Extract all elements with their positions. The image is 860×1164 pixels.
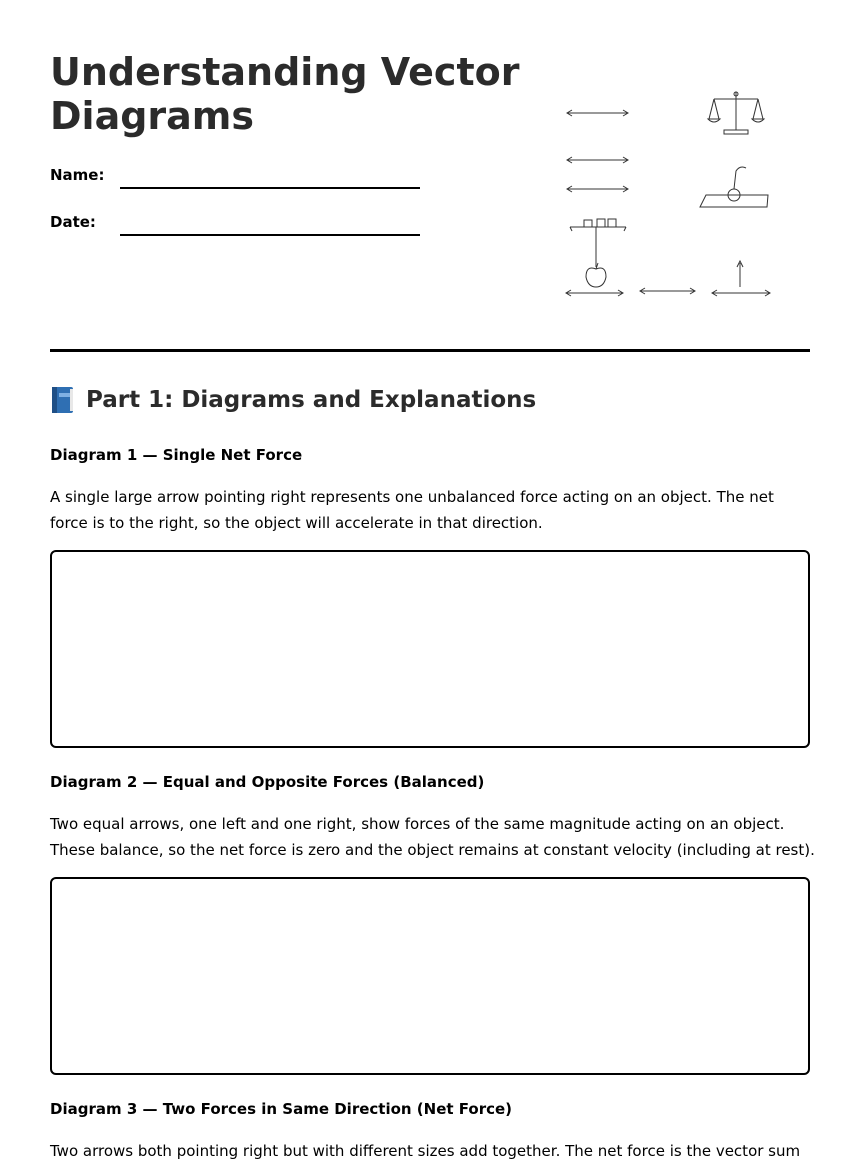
diagram-2-box[interactable] [50,877,810,1075]
double-arrow-icon [567,110,628,116]
double-arrow-icon [567,186,628,192]
diagram-3-heading: Diagram 3 — Two Forces in Same Direction (Net Force) [50,1100,513,1118]
date-field[interactable] [120,234,420,236]
hanging-apple-icon [566,219,626,296]
up-arrow-icon [712,261,770,296]
diagram-3-text: Two arrows both pointing right but with different sizes add together. The net force is the vector sum [50,1142,801,1160]
double-arrow-icon [640,288,695,294]
part1-heading [50,385,536,415]
header-divider [50,349,810,352]
diagram-1-box[interactable] [50,550,810,748]
name-label: Name: [50,166,105,184]
diagram-2-heading: Diagram 2 — Equal and Opposite Forces (Balanced) [50,773,485,791]
part1-title: Part 1: Diagrams and Explanations [86,387,537,413]
diagram-1-text: A single large arrow pointing right represents one unbalanced force acting on an object. The net force is to the right, so the object will accelerate in that direction. [50,488,774,532]
diagram-2-text: Two equal arrows, one left and one right, show forces of the same magnitude acting on an object. These balance, so the net force is zero and the object remains at constant velocity (including at rest). [50,815,815,859]
diagram-1-heading: Diagram 1 — Single Net Force [50,446,303,464]
vector-illustration [560,85,780,310]
balance-scale-icon [708,92,764,134]
date-label: Date: [50,213,96,231]
page-title: Understanding Vector Diagrams [50,50,520,138]
name-field[interactable] [120,187,420,189]
book-icon [50,385,76,415]
apple-on-table-icon [700,167,768,207]
double-arrow-icon [567,157,628,163]
